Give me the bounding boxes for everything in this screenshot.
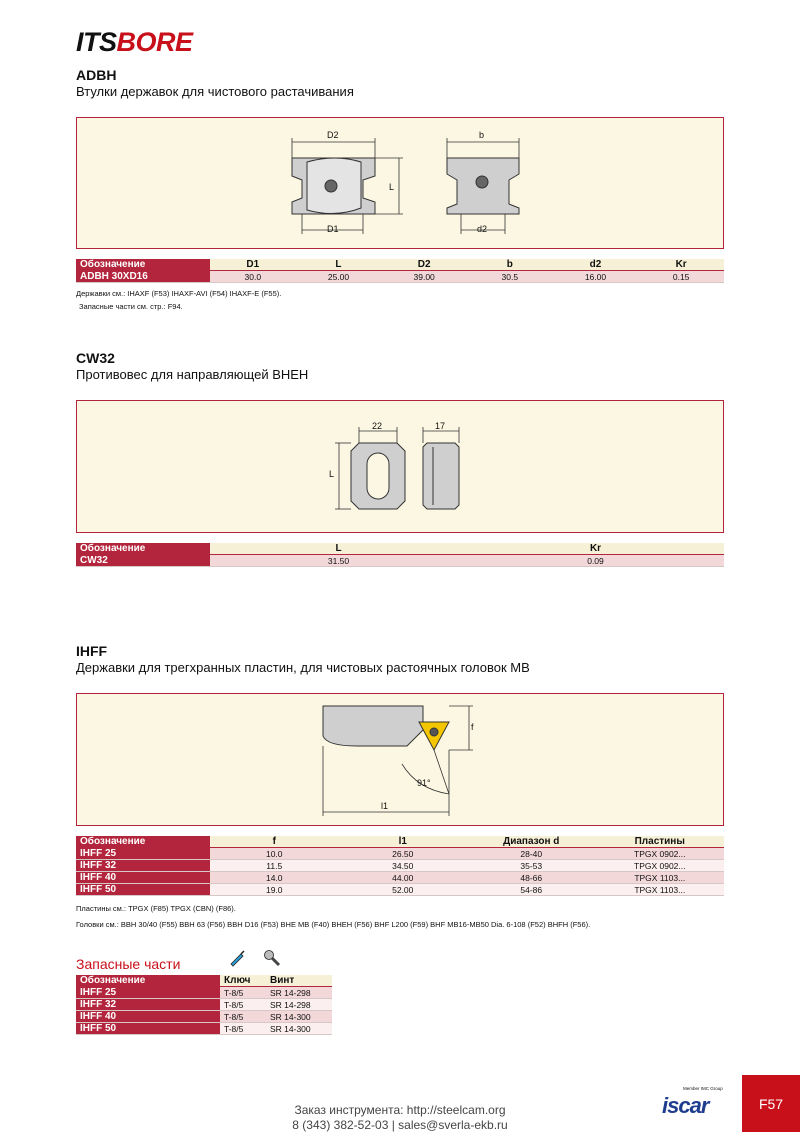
dim-label-angle: 91° — [417, 778, 431, 788]
cell-l1: 52.00 — [339, 884, 468, 896]
dim-label-22: 22 — [372, 421, 383, 431]
table-ihff — [76, 836, 724, 896]
cell-inserts: TPGX 1103... — [596, 872, 725, 884]
col-header-kr: Kr — [638, 259, 724, 271]
dim-label-17: 17 — [435, 421, 446, 431]
col-header-kr: Kr — [467, 543, 724, 555]
col-header-b: b — [467, 259, 553, 271]
section-title-ihff: Державки для трегхранных пластин, для чистовых растоячных головок MB — [76, 660, 530, 675]
col-header-inserts: Пластины — [596, 836, 725, 848]
section-code-ihff: IHFF — [76, 643, 108, 659]
dim-label-b: b — [479, 130, 485, 140]
key-icon — [227, 948, 247, 968]
cell-l1: 26.50 — [339, 848, 468, 860]
table-cw32 — [76, 543, 724, 567]
col-header-d1: D1 — [210, 259, 296, 271]
section-code-adbh: ADBH — [76, 67, 117, 83]
cell-screw: SR 14-298 — [266, 999, 332, 1011]
col-header-d2: D2 — [381, 259, 467, 271]
cell-f: 14.0 — [210, 872, 339, 884]
row-designation: IHFF 40 — [76, 872, 210, 884]
row-designation: IHFF 32 — [76, 999, 220, 1011]
table-row — [76, 987, 332, 999]
footer-order-link[interactable]: Заказ инструмента: http://steelcam.org — [294, 1103, 506, 1117]
table-row — [76, 848, 724, 860]
cell-l: 25.00 — [296, 271, 382, 283]
note-heads-ihff: Головки см.: BBH 30/40 (F55) BBH 63 (F56) BBH D16 (F53) BHE MB (F40) BHEH (F56) BHF L200 (F59) BHF MB16-MB50 Dia. 6-108 (F52) BHFH (F56). — [76, 920, 591, 929]
row-designation: IHFF 50 — [76, 884, 210, 896]
dim-label-f: f — [471, 722, 474, 732]
row-designation: ADBH 30XD16 — [76, 271, 210, 283]
cell-l1: 34.50 — [339, 860, 468, 872]
drawing-cw32 — [76, 400, 724, 533]
cell-key: T-8/5 — [220, 987, 266, 999]
cell-screw: SR 14-300 — [266, 1023, 332, 1035]
drawing-ihff — [76, 693, 724, 826]
cell-key: T-8/5 — [220, 1023, 266, 1035]
cell-range: 28-40 — [467, 848, 596, 860]
note-spares-adbh: Запасные части см. стр.: F94. — [79, 302, 183, 311]
table-row — [76, 999, 332, 1011]
cell-inserts: TPGX 0902... — [596, 860, 725, 872]
table-row — [76, 860, 724, 872]
table-row — [76, 271, 724, 283]
dim-label-l: L — [389, 182, 395, 192]
cell-d2-small: 16.00 — [553, 271, 639, 283]
col-header-l: L — [296, 259, 382, 271]
cell-screw: SR 14-298 — [266, 987, 332, 999]
section-title-adbh: Втулки державок для чистового растачивания — [76, 84, 354, 99]
col-header-range: Диапазон d — [467, 836, 596, 848]
col-header-designation: Обозначение — [76, 543, 210, 555]
row-designation: IHFF 32 — [76, 860, 210, 872]
table-row — [76, 872, 724, 884]
dim-label-d1: D1 — [327, 224, 339, 234]
col-header-l: L — [210, 543, 467, 555]
col-header-l1: l1 — [339, 836, 468, 848]
row-designation: IHFF 25 — [76, 848, 210, 860]
drawing-adbh — [76, 117, 724, 249]
section-title-cw32: Противовес для направляющей BHEH — [76, 367, 309, 382]
cell-b: 30.5 — [467, 271, 553, 283]
table-row — [76, 884, 724, 896]
table-row — [76, 555, 724, 567]
col-header-designation: Обозначение — [76, 975, 220, 987]
section-code-cw32: CW32 — [76, 350, 115, 366]
cell-kr: 0.09 — [467, 555, 724, 567]
itsbore-logo: ITSBORE — [76, 27, 193, 57]
table-spares — [76, 975, 332, 1035]
cell-key: T-8/5 — [220, 999, 266, 1011]
iscar-logo: iscar — [662, 1093, 709, 1118]
cell-d1: 30.0 — [210, 271, 296, 283]
cell-l1: 44.00 — [339, 872, 468, 884]
cell-f: 11.5 — [210, 860, 339, 872]
cell-f: 10.0 — [210, 848, 339, 860]
table-row — [76, 1011, 332, 1023]
dim-label-d2-top: D2 — [327, 130, 339, 140]
cell-d2: 39.00 — [381, 271, 467, 283]
col-header-key: Ключ — [220, 975, 266, 987]
row-designation: IHFF 25 — [76, 987, 220, 999]
table-adbh — [76, 259, 724, 283]
cell-range: 54-86 — [467, 884, 596, 896]
cell-key: T-8/5 — [220, 1011, 266, 1023]
brand-tagline: Member IMC Group — [683, 1086, 723, 1091]
row-designation: CW32 — [76, 555, 210, 567]
cell-screw: SR 14-300 — [266, 1011, 332, 1023]
dim-label-d2: d2 — [477, 224, 488, 234]
cell-range: 35-53 — [467, 860, 596, 872]
note-holders-adbh: Державки см.: IHAXF (F53) IHAXF-AVI (F54) IHAXF-E (F55). — [76, 289, 282, 298]
dim-label-l1: l1 — [381, 801, 389, 811]
col-header-d2-small: d2 — [553, 259, 639, 271]
col-header-screw: Винт — [266, 975, 332, 987]
row-designation: IHFF 50 — [76, 1023, 220, 1035]
dim-label-l-cw32: L — [329, 469, 335, 479]
row-designation: IHFF 40 — [76, 1011, 220, 1023]
cell-inserts: TPGX 1103... — [596, 884, 725, 896]
footer-contacts[interactable]: 8 (343) 382-52-03 | sales@sverla-ekb.ru — [292, 1118, 508, 1132]
col-header-f: f — [210, 836, 339, 848]
note-inserts-ihff: Пластины см.: TPGX (F85) TPGX (CBN) (F86). — [76, 904, 236, 913]
cell-f: 19.0 — [210, 884, 339, 896]
spares-title: Запасные части — [76, 956, 181, 972]
page-number: F57 — [742, 1075, 800, 1132]
cell-inserts: TPGX 0902... — [596, 848, 725, 860]
col-header-designation: Обозначение — [76, 836, 210, 848]
cell-range: 48-66 — [467, 872, 596, 884]
cell-kr: 0.15 — [638, 271, 724, 283]
screw-icon — [262, 948, 282, 968]
cell-l: 31.50 — [210, 555, 467, 567]
col-header-designation: Обозначение — [76, 259, 210, 271]
table-row — [76, 1023, 332, 1035]
